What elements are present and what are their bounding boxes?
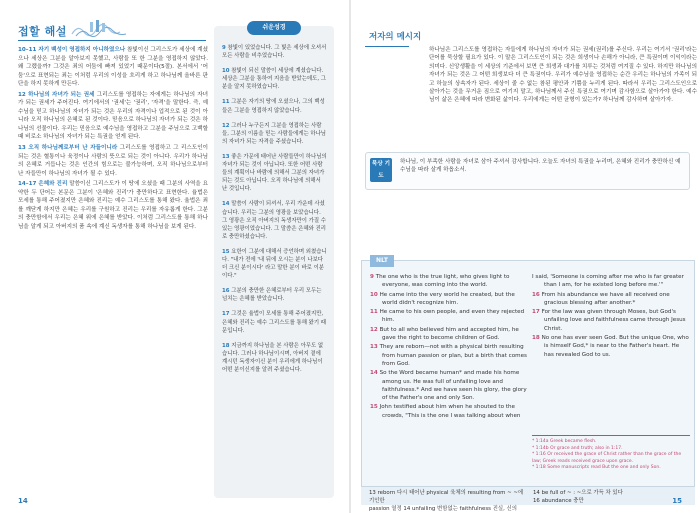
commentary-paragraph (18, 144, 208, 178)
page-number-left: 14 (18, 497, 28, 505)
nlt-verse (370, 343, 528, 368)
left-page (0, 0, 349, 513)
commentary-column (18, 46, 208, 233)
sidebar-verse (222, 342, 327, 374)
commentary-paragraph (18, 180, 208, 231)
verse-text: No one has ever seen God. But the unique One, who is himself God,* is near to the Father's heart. He has revealed God to us. (541, 335, 689, 358)
sidebar-verse (222, 44, 327, 60)
verse-number: 10 (370, 291, 378, 298)
easy-bible-sidebar (214, 26, 334, 498)
header-rule (18, 40, 206, 41)
commentary-ref: 14–17 은혜와 진리 (18, 181, 68, 188)
verse-number: 9 (370, 274, 374, 280)
sidebar-verse (222, 153, 327, 193)
page-number-right: 15 (672, 497, 682, 505)
sidebar-tab: 쉬운성경 (247, 21, 301, 35)
message-body: 하나님은 그리스도를 영접하는 자들에게 하나님의 자녀가 되는 권세(권리)를 주신다. 우리는 여기서 '권리'라는 단어를 묵상할 필요가 있다. 이 말은 그리스도인이 되는 것은 희생이나 손해가 아니라, 큰 특권이며 이익이라는 의미다. 신앙생활을 이 세상의 기준에서 보면 큰 희생과 대가를 치루는 것처럼 여겨질 수 있다. 하지만 하나님의 자녀가 되는 것은 그 어떤 희생보다 더 큰 특권이다. 우리가 예수님을 영접하는 순간 우리는 하나님의 가족이 되고 하늘의 상속자가 된다. 세상이 줄 수 없는 참된 평안과 기쁨을 누리게 된다. 따라서 우리는 그리스도인으로 살아가는 것을 무거운 짐으로 여기지 말고, 하나님께서 주신 특권으로 여기며 감사함으로 살아가야 한다. 예수님이 삶은 은혜에 따라 변화된 삶이다. 우리에게는 어떤 균형이 있는가? 하나님께 감사하며 살아가자. (429, 47, 697, 104)
sidebar-verse (222, 310, 327, 334)
footnote-rule (532, 435, 690, 436)
sidebar-verse (222, 67, 327, 91)
verse-text: 그러나 누구든지 그분을 영접하는 사람들, 그분의 이름을 믿는 사람들에게는 하나님의 자녀가 되는 자격을 주셨습니다. (222, 122, 327, 145)
prayer-box (365, 152, 690, 190)
sidebar-verses (222, 44, 327, 381)
nlt-label: NLT (370, 255, 394, 267)
verse-number: 16 (222, 288, 230, 295)
nlt-verse (370, 403, 528, 420)
section-title: 접할 해설 (18, 25, 67, 38)
nlt-verse (370, 273, 528, 290)
nlt-verse (532, 334, 690, 359)
commentary-ref: 10–11 자기 백성이 영접하지 아니하였으나 (18, 47, 126, 53)
verse-number: 9 (222, 45, 226, 51)
nlt-panel (361, 257, 695, 487)
verse-number: 13 (370, 344, 378, 351)
verse-text: The one who is the true light, who gives light to everyone, was coming into the world. (375, 274, 510, 289)
verse-text: 그것은 율법이 모세를 통해 주어졌지만, 은혜와 진리는 예수 그리스도를 통해 왔기 때문입니다. (222, 311, 327, 334)
verse-text: But to all who believed him and accepted him, he gave the right to become children of God. (379, 326, 519, 342)
verse-text: John testified about him when he shouted to the crowds, "This is the one I was talking about when (379, 404, 521, 419)
footnote: * 1:16 Or received the grace of Christ rather than the grace of the law; Greek reads received grace upon grace. (532, 452, 682, 464)
commentary-text: 참빛이신 그리스도가 세상에 계셨으나 세상은 그분을 알아보지 못했고, 사람들 또 한 그분을 영접하지 않았다. 왜 그랬을까? 그것은 죄의 어둠에 빠져 있었기 때문이다(5절). 본서에서 '어둠'으로 표현되는 죄는 이처럼 우리의 이성을 흐리게 하고 하나님께 올바른 판단을 하지 못하게 만든다. (18, 47, 208, 88)
verse-text: For the law was given through Moses, but God's unfailing love and faithfulness came through Jesus Christ. (541, 309, 686, 332)
sidebar-verse (222, 287, 327, 303)
section-header (18, 18, 218, 40)
verse-text: 요한이 그분에 대해서 증언하며 외쳤습니다. "내가 전에 '내 뒤에 오시는 분이 나보다 더 크신 분이시다' 라고 말한 분이 바로 이분이다." (222, 248, 327, 280)
nlt-verse (370, 369, 528, 402)
verse-number: 18 (532, 335, 540, 342)
verse-text: 좋은 가문에 태어난 사람들만이 하나님의 자녀가 되는 것이 아닙니다. 또한 어떤 사람들의 계획이나 바람에 의해서 그분의 자녀가 되는 것도 아닙니다. 오직 하나님에 의해서 난 것입니다. (222, 153, 327, 193)
verse-text: He came to his own people, and even they rejected him. (379, 309, 525, 324)
sidebar-verse (222, 122, 327, 146)
vocab-right (533, 489, 693, 505)
verse-text: 말씀이 사람이 되셔서, 우리 가운데 사셨습니다. 우리는 그분의 영광을 보았습니다. 그 영광은 오직 아버지의 독생자만이 가질 수 있는 영광이었습니다. 그 말씀은 은혜와 진리로 충만하셨습니다. (222, 201, 327, 240)
nlt-footnotes (532, 439, 690, 472)
nlt-verse (532, 291, 690, 308)
verse-text: 그분은 자기의 땅에 오셨으나, 그의 백성들은 그분을 영접하지 않았습니다. (222, 99, 325, 114)
verse-number: 14 (370, 370, 378, 377)
sidebar-verse (222, 98, 327, 114)
commentary-text: 말씀이신 그리스도가 이 땅에 오셨을 때 그분의 사역을 요약한 두 단어는 본문은 그분이 '은혜와 진리'가 충만하다고 표현한다. 율법은 모세를 통해 주어졌지만 은혜와 진리는 예수 그리스도를 통해 왔다. 율법은 죄를 깨닫게 하지만 은혜는 우리를 구원하고 진리는 우리를 자유롭게 한다. 그분의 충만함에서 우리는 은혜 위에 은혜를 받았다. 이처럼 그리스도를 통해 하나님을 알게 되고 아버지의 품 속에 계신 독생자를 통해 하나님을 보게 된다. (18, 181, 209, 230)
vocab-line: 14 be full of ~ : ~으로 가득 차 있다 (533, 490, 623, 496)
commentary-ref: 12 하나님의 자녀가 되는 권세 (18, 91, 95, 98)
verse-text: 지금까지 하나님을 본 사람은 아무도 없습니다. 그러나 하나님이시며, 아버지 곁에 계시던 독생자이신 분이 우리에게 하나님이 어떤 분이신지를 알려 주셨습니다. (222, 342, 324, 373)
verse-number: 10 (222, 68, 230, 75)
verse-text: So the Word became human* and made his home among us. He was full of unfailing love and faithfulness.* And we have seen his glory, the glory of the Father's one and only Son. (379, 370, 527, 402)
prayer-badge: 묵상 기도 (370, 158, 392, 182)
prayer-text: 하나님, 이 부족한 사람을 자녀로 삼아 주셔서 감사합니다. 오늘도 자녀의 특권을 누리며, 은혜와 진리가 충만하신 예수님을 따라 살게 하옵소서. (400, 159, 681, 174)
verse-number: 15 (370, 404, 378, 411)
message-title: 저자의 메시지 (369, 32, 422, 42)
verse-number: 16 (532, 291, 540, 298)
verse-text: 참빛이 있었습니다. 그 빛은 세상에 오셔서 모든 사람을 비추었습니다. (222, 45, 327, 60)
footnote: * 1:14b Or grace and truth; also in 1:17. (532, 445, 623, 451)
verse-text: They are reborn—not with a physical birth resulting from human passion or plan, but a birth that comes from God. (379, 344, 527, 367)
verse-text: From his abundance we have all received one gracious blessing after another.* (541, 291, 670, 306)
nlt-column-right (532, 273, 690, 360)
verse-number: 15 (222, 248, 230, 255)
message-divider (365, 46, 409, 47)
vocab-line: passion 열정 14 unfailing 변함없는 faithfulness 진실, 신의 (369, 506, 517, 512)
nlt-verse (370, 326, 528, 343)
nlt-verse (532, 308, 690, 333)
verse-number: 18 (222, 342, 230, 349)
sidebar-verse (222, 200, 327, 240)
commentary-text: 그리스도를 영접하고 그 리스도인이 되는 것은 혈통이나 육정이나 사람의 뜻으로 되는 것이 아니다. 우리가 하나님의 은혜로 거듭나는 것은 인간의 힘으로는 불가능하며, 오직 하나님으로부터 난 자들만이 하나님의 자녀가 될 수 있다. (18, 145, 209, 177)
sidebar-verse (222, 248, 327, 280)
verse-text: 참빛이 되신 말씀이 세상에 계셨습니다. 세상은 그분을 통하여 지음을 받았는데도, 그분을 알지 못하였습니다. (222, 68, 327, 91)
vocabulary-bar (361, 487, 695, 512)
verse-text: He came into the very world he created, but the world didn't recognize him. (379, 291, 515, 306)
verse-number: 12 (370, 326, 378, 333)
nlt-column-left (370, 273, 528, 421)
verse-number: 11 (222, 99, 230, 106)
verse-number: 14 (222, 201, 230, 208)
vocab-line: 13 reborn 다시 태어난 physical 육체의 resulting from ~ ~에 기인한 (369, 490, 524, 504)
verse-number: 13 (222, 153, 230, 160)
commentary-text: 그리스도를 영접하는 자에게는 하나님의 자녀가 되는 권세가 주어진다. 여기에서의 '권세'는 '권리', '자격'을 말한다. 즉, 예수님을 믿고 하나님의 자녀가 되는 것은 우리의 자격이나 업적으로 된 것이 아니라 오직 하나님의 은혜로 된 것이다. 믿음으로 하나님의 자녀가 되는 것은 하나님의 선물이다. 우리는 믿음으로 예수님을 영접하고 그분을 주님으로 고백할 때 비로소 하나님의 자녀가 되는 특권을 얻게 된다. (18, 91, 209, 141)
commentary-ref: 13 오직 하나님께로부터 난 자들이니라 (18, 145, 118, 152)
commentary-paragraph (18, 91, 208, 142)
verse-text: 그분의 충만한 은혜로부터 우리 모두는 넘치는 은혜를 받았습니다. (222, 288, 322, 303)
verse-number: 11 (370, 309, 378, 316)
verse-number: 17 (222, 311, 230, 318)
wave-decoration-icon (70, 20, 130, 38)
verse-text: I said, 'Someone is coming after me who is far greater than I am, for he existed long before me.'" (532, 274, 684, 289)
right-page (351, 0, 700, 513)
vocab-line: 16 abundance 충만 (533, 498, 584, 504)
nlt-verse (370, 291, 528, 308)
footnote: * 1:18 Some manuscripts read But the one and only Son. (532, 465, 661, 471)
nlt-verse (370, 308, 528, 325)
footnote: * 1:14a Greek became flesh. (532, 439, 597, 444)
vocab-left (369, 489, 529, 513)
verse-number: 17 (532, 309, 540, 316)
message-header (365, 28, 697, 104)
commentary-paragraph (18, 46, 208, 89)
verse-number: 12 (222, 122, 230, 129)
nlt-verse (532, 273, 690, 290)
